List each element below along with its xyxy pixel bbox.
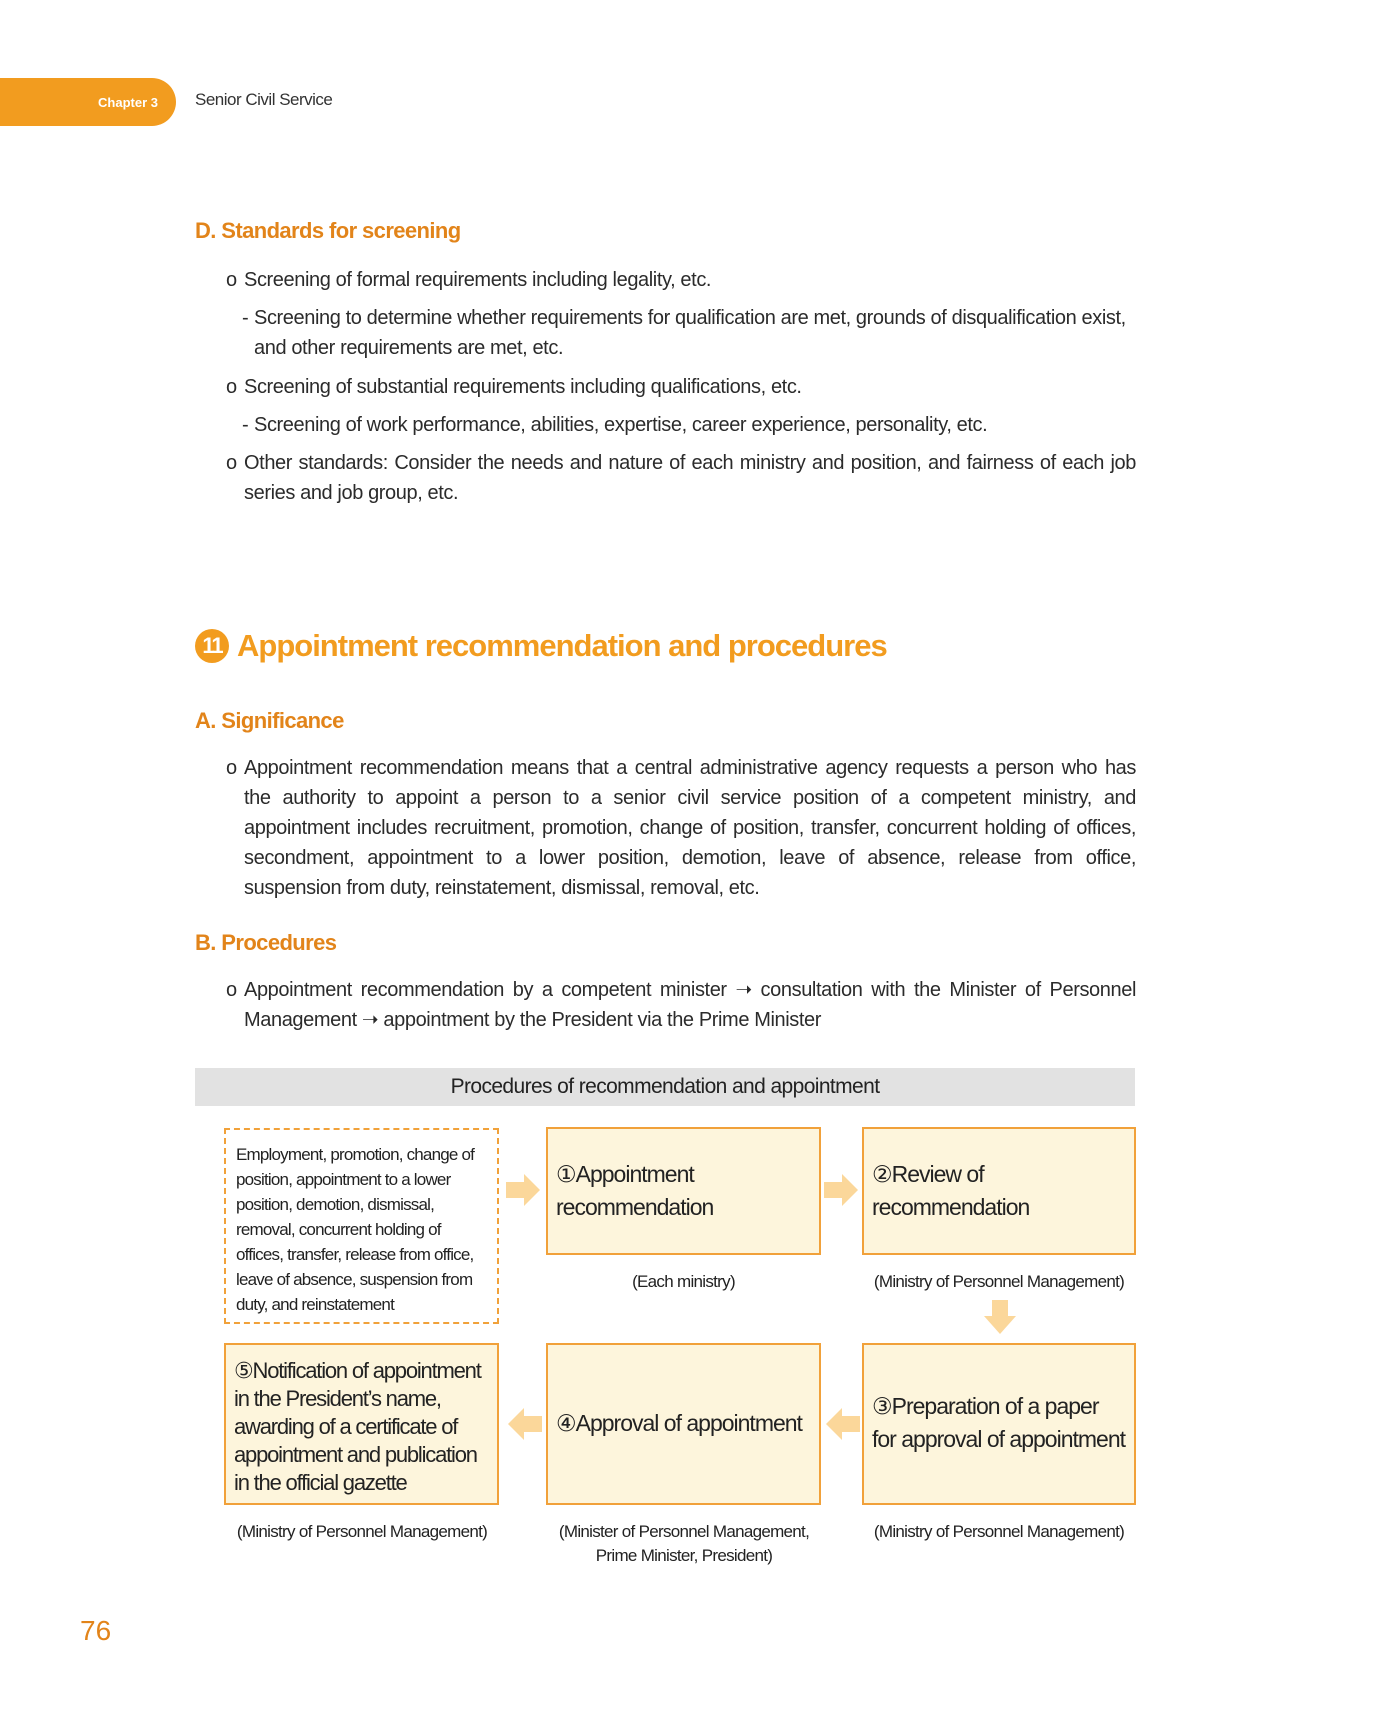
bullet-text: Screening of formal requirements including legality, etc. [244,269,712,291]
step-2-box [862,1127,1136,1255]
sub-text: Screening of work performance, abilities, expertise, career experience, personality, etc. [254,414,988,436]
sub-text: Screening to determine whether requirements for qualification are met, grounds of disqualification exist, and other requirements are met, etc. [254,307,1126,359]
arrow-right-icon [824,1172,860,1208]
scope-note-text: Employment, promotion, change of position, appointment to a lower position, demotion, dismissal, removal, concurrent holding of offices, transfer, release from office, leave of absence, suspension from duty, and reinstatement [236,1145,475,1314]
bullet-mark: o [226,269,237,291]
section-11-heading [195,628,887,664]
step-2-agency: (Ministry of Personnel Management) [873,1272,1125,1291]
section-d-heading: D. Standards for screening [195,218,461,243]
bullet-item [226,448,1136,508]
section-11-title: Appointment recommendation and procedures [237,628,887,663]
step-2-label: ②Review of recommendation [872,1161,1030,1220]
arrow-right-icon [506,1172,542,1208]
arrow-left-icon [506,1406,542,1442]
section-number-badge: 11 [195,629,229,663]
significance-text: Appointment recommendation means that a central administrative agency requests a person who has the authority to appoint a person to a senior civil service position of a competent ministry, and appointment includes recruitment, promotion, change of position, transfer, concurrent holding of offices, secondment, appointment to a lower position, demotion, leave of absence, release from office, suspension from duty, reinstatement, dismissal, removal, etc. [244,757,1136,899]
step-3-box [862,1343,1136,1505]
bullet-mark: o [226,979,237,1001]
section-a-heading: A. Significance [195,708,344,733]
step-1-box [546,1127,821,1255]
step-5-label: ⑤Notification of appointment in the President’s name, awarding of a certificate of appointment and publication in the official gazette [234,1358,481,1495]
step-3-label: ③Preparation of a paper for approval of appointment [872,1393,1126,1452]
sub-item [242,410,1136,440]
scope-note-box [224,1128,499,1324]
step-1-agency: (Each ministry) [632,1272,735,1291]
arrow-left-icon [824,1406,860,1442]
dash-mark: - [242,307,249,329]
section-b-heading: B. Procedures [195,930,337,955]
page-number: 76 [80,1615,112,1646]
running-title: Senior Civil Service [195,90,333,109]
step-5-agency: (Ministry of Personnel Management) [236,1522,488,1541]
arrow-down-icon [982,1300,1018,1336]
step-4-agency: (Minister of Personnel Management, Prime Minister, President) [558,1522,810,1565]
step-3-agency: (Ministry of Personnel Management) [873,1522,1125,1541]
step-5-box [224,1343,499,1505]
procedures-paragraph [226,975,1136,1035]
bullet-text: Screening of substantial requirements including qualifications, etc. [244,376,802,398]
chapter-tab: Chapter 3 [0,78,176,126]
bullet-mark: o [226,376,237,398]
step-1-label: ①Appointment recommendation [556,1161,714,1220]
sub-item [242,303,1136,363]
significance-paragraph [226,753,1136,903]
step-4-box [546,1343,821,1505]
bullet-item [226,265,1136,295]
procedures-text: Appointment recommendation by a competent minister ➝ consultation with the Minister of Personnel Management ➝ appointment by the President via the Prime Minister [244,979,1136,1031]
diagram-title: Procedures of recommendation and appointment [195,1068,1135,1106]
bullet-text: Other standards: Consider the needs and nature of each ministry and position, and fairness of each job series and job group, etc. [244,452,1136,504]
bullet-mark: o [226,452,237,474]
dash-mark: - [242,414,249,436]
bullet-item [226,372,1136,402]
bullet-mark: o [226,757,237,779]
step-4-label: ④Approval of appointment [556,1410,802,1436]
